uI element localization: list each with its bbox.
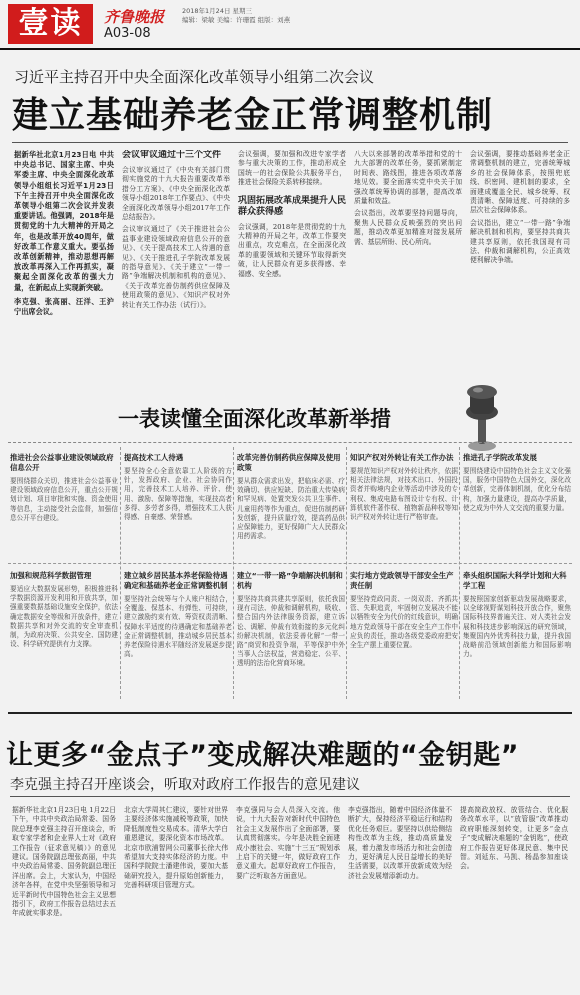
issue-date: 2018年1月24日 星期三 [182,7,253,15]
reform-cell-body: 要坚持共商共建共享原则，依托我国现有司法、仲裁和调解机构，吸收、整合国内外法律服务资源，建立诉讼、调解、仲裁有效衔接的多元化纠纷解决机制，依法妥善化解“一带一路”商贸和投资争端，平等保护中外当事人合法权益，营造稳定、公平、透明的法治化营商环境。 [237,595,345,668]
newspaper-brand: 齐鲁晚报 [104,8,165,26]
article1-col-4 [354,150,462,380]
masthead [0,0,580,50]
grid-divider [8,563,572,564]
article1-subhead-2: 巩固拓展改革成果提升人民群众获得感 [238,195,346,217]
reform-cell [463,453,571,513]
panel-title: 一表读懂全面深化改革新举措 [118,407,391,431]
article2-col4-text: 李克强指出，随着中国经济体量不断扩大，保持经济平稳运行和结构优化任务艰巨。要坚持以供给侧结构性改革为主线，推动高质量发展，着力激发市场活力和社会创造力，更好满足人民日益增长的美好生活需要，以改革开放新成效为经济社会发展增添新动力。 [348,806,452,880]
article1-col3-para2: 会议强调，2018年是贯彻党的十九大精神的开局之年，改革工作要突出重点，攻克难点，在全面深化改革的重要领域和关键环节取得新突破，让人民群众有更多获得感、幸福感、安全感。 [238,222,346,278]
reform-cell-title: 提高技术工人待遇 [124,453,184,462]
reform-cell-title: 建立城乡居民基本养老保险待遇确定和基础养老金正常调整机制 [124,571,228,590]
issue-meta [182,7,290,25]
reform-cell [463,571,571,659]
divider [8,712,572,714]
article2-col2-text: 北京大学周其仁建议，要针对世界主要经济体实施减税等政策，加快降低制度性交易成本。清华大学白重恩建议，要深化资本市场改革。北京市欧浦智网公司董事长徐大伟希望加大支持实体经济的力度。中国科学院院士潘建伟说，要加大基础研究投入，提升原始创新能力，完善科研项目管理方式。 [124,806,228,890]
article2-col5-text: 提高简政放权、放管结合、优化服务改革水平，以“放管服”改革推动政府职能深刻转变，让更多“金点子”变成解决难题的“金钥匙”，使政府工作报告更好体现民意、集中民智。刘延东、马凯、杨晶参加座谈会。 [460,806,568,871]
reform-cell [350,453,458,522]
article1-col3-para1: 会议强调，要加强和改进专家学者参与重大决策的工作，推动形成全国统一的社会保险公共服务平台，推进社会保险关系转移接续。 [238,150,346,187]
divider [10,796,570,797]
article2-col-2 [124,806,228,988]
article1-col2-para1: 会议审议通过了《中央有关部门贯彻实施党的十九大报告重要改革举措分工方案》、《中央全面深化改革领导小组2018年工作要点》、《中央全面深化改革领导小组2017年工作总结报告》。 [122,166,230,222]
article2-headline: 让更多“金点子”变成解决难题的“金钥匙” [6,740,519,771]
article1-byline: 李克强、张高丽、汪洋、王沪宁出席会议。 [14,296,114,317]
article2-col-4 [348,806,452,988]
reform-measures-grid [8,442,572,702]
article1-col-3 [238,150,346,380]
reform-cell-body: 要围绕群众关切，推进社会公益事业建设领域政府信息公开，重点公开规划计划、项目审批和实施、资金使用等信息，主动接受社会监督，加强信息公开平台建设。 [10,477,118,522]
article2-col-1 [12,806,116,988]
article1-headline: 建立基础养老金正常调整机制 [12,95,494,136]
reform-cell-title: 知识产权对外转让有关工作办法 [350,453,454,462]
page-number: A03-08 [104,26,151,41]
reform-cell-body: 要坚持全心全意依靠工人阶级的方针，发挥政府、企业、社会协同作用，完善技术工人培养、评价、使用、激励、保障等措施，实现技高者多得、多劳者多得，增强技术工人获得感、自豪感、荣誉感。 [124,467,232,522]
article1-col-1 [14,150,114,380]
reform-cell-title: 实行地方党政领导干部安全生产责任制 [350,571,454,590]
article2-col3-text: 李克强同与会人员深入交流。他说，十九大报告对新时代中国特色社会主义发展作出了全面部署，要认真贯彻落实。今年是决胜全面建成小康社会、实施“十三五”规划承上启下的关键一年，做好政府工作意义重大。起草好政府工作报告，要广泛听取各方面意见。 [236,806,340,880]
grid-divider [120,447,121,699]
article1-col5-para1: 会议强调，要推动基础养老金正常调整机制的建立，完善统筹城乡的社会保障体系，按照兜底线、织密网、建机制的要求，全面建成覆盖全民、城乡统筹、权责清晰、保障适度、可持续的多层次社会保障体系。 [470,150,570,215]
reform-cell-body: 要规范知识产权对外转让秩序，依据相关法律法规，对技术出口、外国投资者并购境内企业等活动中涉及的专利权、集成电路布图设计专有权、计算机软件著作权、植物新品种权等知识产权对外转让进行严格审查。 [350,467,458,522]
article2-col-5 [460,806,568,988]
reform-cell-body: 要围绕建设中国特色社会主义文化强国，服务中国特色大国外交，深化改革创新，完善体制机制，优化分布结构，加强力量建设，提高办学质量，使之成为中外人文交流的重要力量。 [463,467,571,512]
reform-cell [350,571,458,650]
article1-col2-para2: 会议审议通过了《关于推进社会公益事业建设领域政府信息公开的意见》、《关于提高技术工人待遇的意见》、《关于推进孔子学院改革发展的指导意见》、《关于建立“一带一路”争端解决机制和机构的意见》、《关于改革完善仿制药供应保障及使用政策的意见》、《知识产权对外转让有关工作办法（试行）》。 [122,225,230,309]
issue-credits: 编辑：梁敏 美编：许珊霞 组版：刘燕 [182,16,291,24]
article2-col-3 [236,806,340,988]
reform-cell [124,453,232,522]
reform-cell-body: 要按照国家创新驱动发展战略要求，以全球视野谋划科技开放合作，聚焦国际科技界普遍关注、对人类社会发展和科技进步影响深远的研究领域，集聚国内外优秀科技力量，提升我国战略前沿领域创新能力和国际影响力。 [463,595,571,659]
reform-cell-body: 要适应大数据发展形势，积极推进科学数据资源开发利用和开放共享，加强重要数据基础设施安全保护，依法确定数据安全等级和开放条件，建立数据共享和对外交流的安全审查机制，为政府决策、公共安全、国防建设、科学研究提供有力支撑。 [10,585,118,649]
grid-divider [233,447,234,699]
article1-lead: 据新华社北京1月23日电 中共中央总书记、国家主席、中央军委主席、中央全面深化改革领导小组组长习近平1月23日下午主持召开中央全面深化改革领导小组第二次会议并发表重要讲话。他强调，2018年是贯彻党的十九大精神的开局之年，也是改革开放40周年，做好改革工作意义重大。要弘扬改革创新精神，推动思想再解放改革再深入工作再抓实，凝聚起全面深化改革的强大力量，在新起点上实现新突破。 [14,150,114,292]
reform-cell-body: 要坚持党政同责、一岗双责、齐抓共管、失职追责，牢固树立发展决不能以牺牲安全为代价的红线意识，明确地方党政领导干部在安全生产工作中应负的责任，推动各级党委政府把安全生产摆上重要位置。 [350,595,458,650]
article1-col4-para2: 会议指出，改革要坚持问题导向，聚焦人民群众反映强烈的突出问题，推动改革更加精准对接发展所需、基层所盼、民心所向。 [354,209,462,246]
article2-kicker: 李克强主持召开座谈会，听取对政府工作报告的意见建议 [10,777,360,793]
reform-cell-title: 推进社会公益事业建设领域政府信息公开 [10,453,114,472]
article1-col4-para1: 八大以来部署的改革举措和党的十九大部署的改革任务，要抓紧制定时间表、路线图，推进各项改革落地见效。要全面落实党中央关于加强改革统筹协调的部署，提高改革质量和效益。 [354,150,462,206]
reform-cell-title: 推进孔子学院改革发展 [463,453,537,462]
reform-cell [10,571,118,649]
reform-cell [10,453,118,523]
grid-divider [346,447,347,699]
reform-cell-body: 要坚持社会统筹与个人账户相结合，全覆盖、保基本、有弹性、可持续，建立激励约束有效、筹资权责清晰、保障水平适度的待遇确定和基础养老金正常调整机制，推动城乡居民基本养老保险待遇水平随经济发展逐步提高。 [124,595,232,659]
reform-cell [237,571,345,669]
article1-col-5 [470,150,570,380]
reform-cell-title: 加强和规范科学数据管理 [10,571,92,580]
divider [12,142,568,143]
section-label: 壹读 [8,4,93,44]
article1-kicker: 习近平主持召开中央全面深化改革领导小组第二次会议 [14,68,375,86]
reform-cell-title: 牵头组织国际大科学计划和大科学工程 [463,571,567,590]
reform-cell [237,453,345,541]
grid-divider [459,447,460,699]
reform-cell-body: 要从群众需求出发，把临床必需、疗效确切、供应短缺、防治重大传染病和罕见病、处置突发公共卫生事件、儿童用药等作为重点，促进仿制药研发创新，提升质量疗效，提高药品供应保障能力，更好保障广大人民群众用药需求。 [237,477,345,541]
article1-subhead-1: 会议审议通过十三个文件 [122,150,222,160]
reform-cell-title: 建立“一带一路”争端解决机制和机构 [237,571,343,590]
article2-col1-text: 据新华社北京1月23日电 1月22日下午，中共中央政治局常委、国务院总理李克强主持召开座谈会，听取专家学者和企业界人士对《政府工作报告（征求意见稿）》的意见建议。国务院副总理张高丽，中共中央政治局常委、国务院副总理汪洋出席。会上，大家认为，中国经济年各样，在党中央坚强领导和习近平新时代中国特色社会主义思想指引下，政府工作报告总结过去五年成就实事求是。 [12,806,116,918]
reform-cell-title: 改革完善仿制药供应保障及使用政策 [237,453,341,472]
article1-col5-para2: 会议指出，建立“一带一路”争端解决机制和机构，要坚持共商共建共享原则，依托我国现有司法、仲裁和调解机构，公正高效便利解决争端。 [470,218,570,265]
reform-cell [124,571,232,659]
article1-col-2 [122,150,230,380]
